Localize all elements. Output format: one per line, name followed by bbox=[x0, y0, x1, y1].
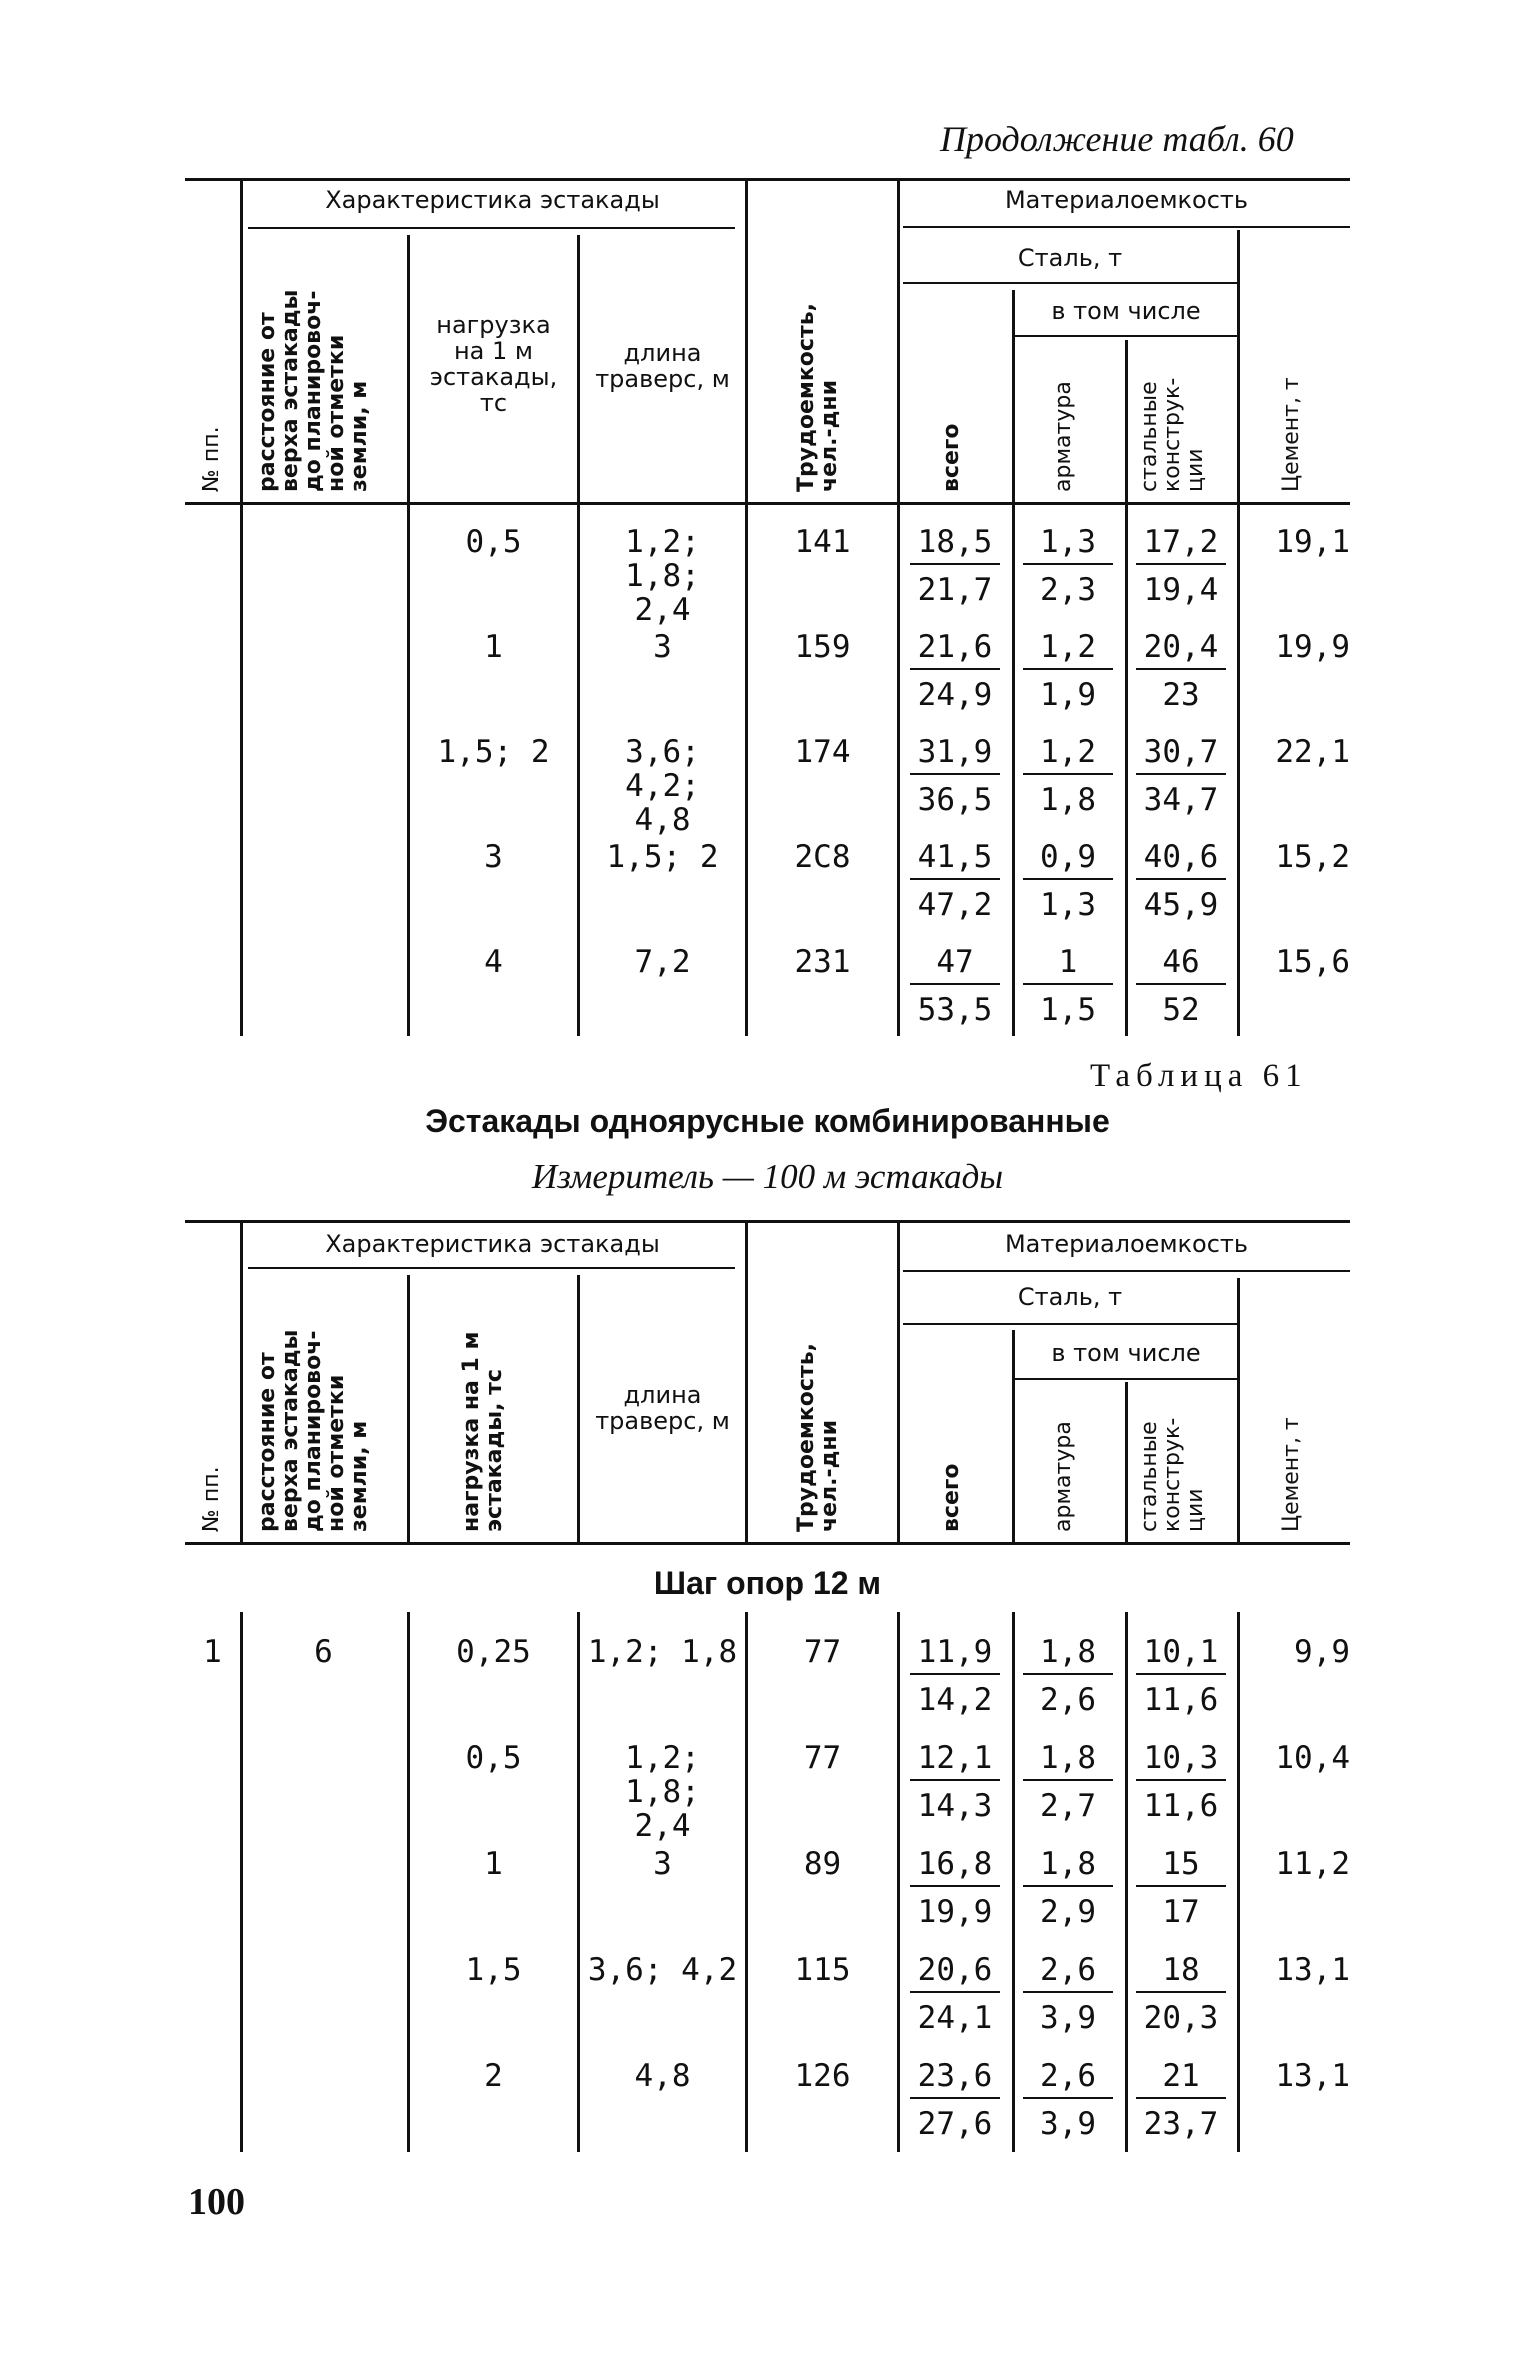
row-total-denominator: 19,9 bbox=[917, 1894, 993, 1930]
row-cement: 10,4 bbox=[1275, 1740, 1350, 1776]
row-rebar-numerator: 1 bbox=[1023, 945, 1113, 985]
row-rebar-denominator: 2,7 bbox=[1040, 1788, 1096, 1824]
header-steel: Сталь, т bbox=[1017, 244, 1123, 272]
row-rebar-denominator: 2,3 bbox=[1040, 572, 1096, 608]
row-traverse: 3 bbox=[653, 629, 672, 665]
header-distance: расстояние от верха эстакады до планировоч- ной отметки земли, м bbox=[255, 289, 372, 492]
page-number: 100 bbox=[188, 2181, 245, 2223]
row-total-numerator: 12,1 bbox=[910, 1741, 1000, 1781]
row-rebar-denominator: 1,9 bbox=[1040, 677, 1096, 713]
row-rebar-denominator: 1,5 bbox=[1040, 992, 1096, 1028]
header-incl: в том числе bbox=[1051, 297, 1201, 325]
row-steel-numerator: 30,7 bbox=[1136, 735, 1226, 775]
row-steel-numerator: 21 bbox=[1136, 2059, 1226, 2099]
row-total-fraction bbox=[910, 945, 1000, 1027]
row-labor: 89 bbox=[803, 1846, 842, 1882]
row-rebar-numerator: 1,8 bbox=[1023, 1847, 1113, 1887]
row-load: 3 bbox=[484, 839, 503, 875]
row-cement: 13,1 bbox=[1275, 1952, 1350, 1988]
row-traverse: 1,5; 2 bbox=[606, 839, 719, 875]
row-labor: 77 bbox=[803, 1634, 842, 1670]
row-traverse: 3 bbox=[653, 1846, 672, 1882]
row-labor: 159 bbox=[794, 629, 851, 665]
row-total-numerator: 23,6 bbox=[910, 2059, 1000, 2099]
row-traverse: 1,2; 1,8; 2,4 bbox=[625, 1740, 700, 1844]
row-total-denominator: 21,7 bbox=[917, 572, 993, 608]
row-total-fraction bbox=[910, 1635, 1000, 1717]
t61-header-labor: Трудоемкость, чел.-дни bbox=[794, 1343, 842, 1532]
row-cement: 15,2 bbox=[1275, 839, 1350, 875]
row-rebar-fraction bbox=[1023, 1635, 1113, 1717]
row-total-numerator: 31,9 bbox=[910, 735, 1000, 775]
row-rebar-numerator: 1,2 bbox=[1023, 735, 1113, 775]
t61-header-rebar: арматура bbox=[1051, 1421, 1076, 1532]
row-rebar-numerator: 1,8 bbox=[1023, 1741, 1113, 1781]
table-61-label: Таблица 61 bbox=[1090, 1058, 1308, 1094]
row-steel-fraction bbox=[1136, 1847, 1226, 1929]
row-steel-denominator: 45,9 bbox=[1143, 887, 1219, 923]
header-cement: Цемент, т bbox=[1279, 377, 1304, 492]
row-labor: 126 bbox=[794, 2058, 851, 2094]
row-total-denominator: 27,6 bbox=[917, 2106, 993, 2142]
row-rebar-fraction bbox=[1023, 525, 1113, 607]
t61-header-traverse: длина траверс, м bbox=[595, 1381, 730, 1435]
row-steel-fraction bbox=[1136, 525, 1226, 607]
row-rebar-numerator: 2,6 bbox=[1023, 2059, 1113, 2099]
row-steel-numerator: 18 bbox=[1136, 1953, 1226, 1993]
t61-header-distance: расстояние от верха эстакады до планировоч- ной отметки земли, м bbox=[255, 1329, 372, 1532]
row-steel-numerator: 10,1 bbox=[1136, 1635, 1226, 1675]
row-labor: 115 bbox=[794, 1952, 851, 1988]
row-steel-denominator: 11,6 bbox=[1143, 1788, 1219, 1824]
row-total-denominator: 14,2 bbox=[917, 1682, 993, 1718]
row-total-fraction bbox=[910, 1953, 1000, 2035]
row-steel-denominator: 23 bbox=[1162, 677, 1200, 713]
row-steel-fraction bbox=[1136, 1953, 1226, 2035]
row-steel-denominator: 19,4 bbox=[1143, 572, 1219, 608]
row-rebar-denominator: 3,9 bbox=[1040, 2000, 1096, 2036]
row-total-fraction bbox=[910, 1741, 1000, 1823]
row-steel-numerator: 20,4 bbox=[1136, 630, 1226, 670]
row-total-denominator: 24,9 bbox=[917, 677, 993, 713]
row-steel-fraction bbox=[1136, 630, 1226, 712]
row-steel-numerator: 40,6 bbox=[1136, 840, 1226, 880]
row-steel-numerator: 17,2 bbox=[1136, 525, 1226, 565]
row-total-denominator: 47,2 bbox=[917, 887, 993, 923]
row-traverse: 3,6; 4,2 bbox=[587, 1952, 738, 1988]
row-load: 0,5 bbox=[465, 524, 522, 560]
row-distance: 6 bbox=[314, 1634, 333, 1670]
header-steel-struct: стальные конструк- ции bbox=[1137, 377, 1208, 492]
row-total-fraction bbox=[910, 735, 1000, 817]
row-load: 1 bbox=[484, 1846, 503, 1882]
row-total-fraction bbox=[910, 840, 1000, 922]
row-steel-denominator: 11,6 bbox=[1143, 1682, 1219, 1718]
row-rebar-numerator: 0,9 bbox=[1023, 840, 1113, 880]
header-materials: Материалоемкость bbox=[1004, 186, 1249, 214]
row-rebar-fraction bbox=[1023, 840, 1113, 922]
row-total-fraction bbox=[910, 1847, 1000, 1929]
row-rebar-fraction bbox=[1023, 1741, 1113, 1823]
header-num: № пп. bbox=[199, 426, 224, 492]
continuation-title: Продолжение табл. 60 bbox=[940, 119, 1294, 159]
row-cement: 19,9 bbox=[1275, 629, 1350, 665]
t61-header-incl: в том числе bbox=[1051, 1339, 1201, 1367]
row-labor: 231 bbox=[794, 944, 851, 980]
row-total-fraction bbox=[910, 2059, 1000, 2141]
row-cement: 22,1 bbox=[1275, 734, 1350, 770]
t61-header-steel: Сталь, т bbox=[1017, 1283, 1123, 1311]
row-rebar-fraction bbox=[1023, 630, 1113, 712]
row-total-denominator: 36,5 bbox=[917, 782, 993, 818]
row-rebar-denominator: 2,6 bbox=[1040, 1682, 1096, 1718]
section-step-12: Шаг опор 12 м bbox=[653, 1565, 882, 1601]
table-61-title: Эстакады одноярусные комбинированные bbox=[425, 1103, 1110, 1139]
row-total-numerator: 16,8 bbox=[910, 1847, 1000, 1887]
row-rebar-denominator: 2,9 bbox=[1040, 1894, 1096, 1930]
row-rebar-fraction bbox=[1023, 1953, 1113, 2035]
row-load: 1 bbox=[484, 629, 503, 665]
row-cement: 9,9 bbox=[1294, 1634, 1350, 1670]
row-rebar-fraction bbox=[1023, 2059, 1113, 2141]
row-load: 0,5 bbox=[465, 1740, 522, 1776]
row-load: 4 bbox=[484, 944, 503, 980]
row-traverse: 1,2; 1,8; 2,4 bbox=[625, 524, 700, 628]
row-total-numerator: 41,5 bbox=[910, 840, 1000, 880]
row-steel-numerator: 10,3 bbox=[1136, 1741, 1226, 1781]
header-rebar: арматура bbox=[1051, 381, 1076, 492]
row-steel-fraction bbox=[1136, 735, 1226, 817]
row-rebar-fraction bbox=[1023, 1847, 1113, 1929]
row-total-numerator: 11,9 bbox=[910, 1635, 1000, 1675]
header-total: всего bbox=[939, 423, 964, 492]
row-total-numerator: 20,6 bbox=[910, 1953, 1000, 1993]
row-steel-denominator: 23,7 bbox=[1143, 2106, 1219, 2142]
row-total-fraction bbox=[910, 525, 1000, 607]
row-steel-fraction bbox=[1136, 2059, 1226, 2141]
row-labor: 2С8 bbox=[794, 839, 851, 875]
row-cement: 11,2 bbox=[1275, 1846, 1350, 1882]
header-load: нагрузка на 1 м эстакады, тс bbox=[429, 311, 558, 417]
row-steel-denominator: 52 bbox=[1162, 992, 1200, 1028]
table-61-measure: Измеритель — 100 м эстакады bbox=[531, 1157, 1004, 1196]
row-rebar-numerator: 1,3 bbox=[1023, 525, 1113, 565]
row-labor: 77 bbox=[803, 1740, 842, 1776]
row-number: 1 bbox=[203, 1634, 222, 1670]
row-traverse: 7,2 bbox=[634, 944, 691, 980]
row-rebar-denominator: 1,3 bbox=[1040, 887, 1096, 923]
row-load: 1,5 bbox=[465, 1952, 522, 1988]
row-rebar-numerator: 1,8 bbox=[1023, 1635, 1113, 1675]
row-labor: 141 bbox=[794, 524, 851, 560]
row-total-denominator: 53,5 bbox=[917, 992, 993, 1028]
t61-header-materials: Материалоемкость bbox=[1004, 1230, 1249, 1258]
row-rebar-denominator: 3,9 bbox=[1040, 2106, 1096, 2142]
row-load: 1,5; 2 bbox=[437, 734, 550, 770]
row-steel-fraction bbox=[1136, 945, 1226, 1027]
row-rebar-numerator: 1,2 bbox=[1023, 630, 1113, 670]
row-cement: 15,6 bbox=[1275, 944, 1350, 980]
row-cement: 13,1 bbox=[1275, 2058, 1350, 2094]
row-rebar-fraction bbox=[1023, 945, 1113, 1027]
row-steel-denominator: 34,7 bbox=[1143, 782, 1219, 818]
row-cement: 19,1 bbox=[1275, 524, 1350, 560]
row-rebar-numerator: 2,6 bbox=[1023, 1953, 1113, 1993]
row-rebar-denominator: 1,8 bbox=[1040, 782, 1096, 818]
row-load: 2 bbox=[484, 2058, 503, 2094]
row-traverse: 3,6; 4,2; 4,8 bbox=[625, 734, 700, 838]
header-characteristic: Характеристика эстакады bbox=[325, 186, 660, 214]
row-load: 0,25 bbox=[456, 1634, 531, 1670]
row-traverse: 1,2; 1,8 bbox=[587, 1634, 738, 1670]
header-traverse: длина траверс, м bbox=[595, 339, 730, 393]
row-rebar-fraction bbox=[1023, 735, 1113, 817]
row-total-denominator: 24,1 bbox=[917, 2000, 993, 2036]
t61-header-load: нагрузка на 1 м эстакады, тс bbox=[459, 1331, 507, 1532]
row-steel-fraction bbox=[1136, 840, 1226, 922]
row-steel-fraction bbox=[1136, 1741, 1226, 1823]
row-total-numerator: 47 bbox=[910, 945, 1000, 985]
row-total-numerator: 21,6 bbox=[910, 630, 1000, 670]
row-steel-denominator: 17 bbox=[1162, 1894, 1200, 1930]
row-traverse: 4,8 bbox=[634, 2058, 691, 2094]
row-steel-denominator: 20,3 bbox=[1143, 2000, 1219, 2036]
row-total-denominator: 14,3 bbox=[917, 1788, 993, 1824]
t61-header-cement: Цемент, т bbox=[1279, 1417, 1304, 1532]
t61-header-total: всего bbox=[939, 1463, 964, 1532]
t61-header-steel-struct: стальные конструк- ции bbox=[1137, 1417, 1208, 1532]
t61-header-characteristic: Характеристика эстакады bbox=[325, 1230, 660, 1258]
t61-header-num: № пп. bbox=[199, 1466, 224, 1532]
header-labor: Трудоемкость, чел.-дни bbox=[794, 303, 842, 492]
row-labor: 174 bbox=[794, 734, 851, 770]
row-steel-numerator: 46 bbox=[1136, 945, 1226, 985]
row-steel-numerator: 15 bbox=[1136, 1847, 1226, 1887]
row-total-fraction bbox=[910, 630, 1000, 712]
row-steel-fraction bbox=[1136, 1635, 1226, 1717]
row-total-numerator: 18,5 bbox=[910, 525, 1000, 565]
